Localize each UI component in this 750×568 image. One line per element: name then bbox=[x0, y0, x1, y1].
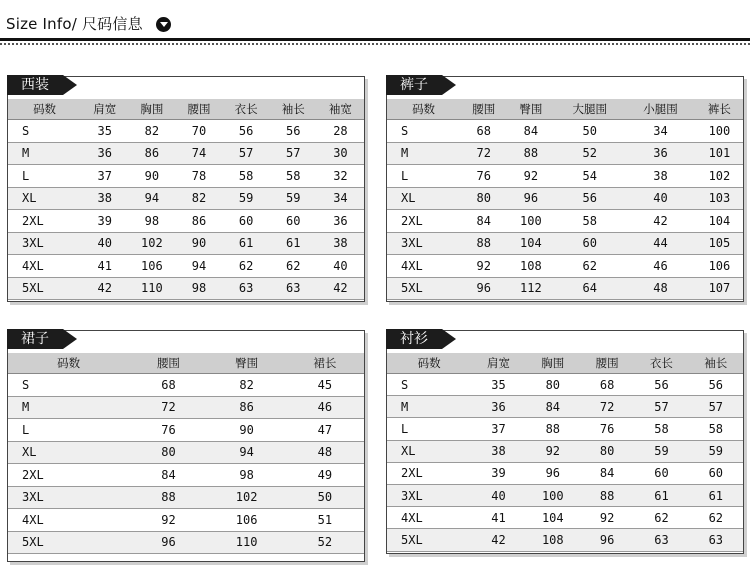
measurement-cell: 42 bbox=[471, 529, 525, 551]
measurement-cell: 92 bbox=[129, 509, 207, 532]
measurement-cell: 84 bbox=[526, 396, 580, 418]
shirt-size-panel bbox=[386, 330, 744, 554]
size-label-cell: L bbox=[8, 419, 129, 442]
measurement-cell: 110 bbox=[128, 277, 175, 300]
measurement-cell: 103 bbox=[696, 187, 743, 210]
pants-column-header: 腰围 bbox=[460, 99, 507, 120]
suit-size-panel bbox=[7, 76, 365, 302]
measurement-cell: 36 bbox=[625, 142, 696, 165]
measurement-cell: 84 bbox=[580, 462, 634, 484]
measurement-cell: 80 bbox=[526, 374, 580, 396]
suit-column-header: 码数 bbox=[8, 99, 81, 120]
header-divider bbox=[0, 38, 750, 41]
measurement-cell: 112 bbox=[507, 277, 554, 300]
measurement-cell: 64 bbox=[554, 277, 625, 300]
table-row bbox=[387, 418, 743, 440]
table-row bbox=[8, 210, 364, 233]
table-row bbox=[8, 464, 364, 487]
measurement-cell: 40 bbox=[81, 232, 128, 255]
measurement-cell: 40 bbox=[317, 255, 364, 278]
size-label-cell: XL bbox=[8, 187, 81, 210]
pants-column-header: 裤长 bbox=[696, 99, 743, 120]
measurement-cell: 62 bbox=[634, 507, 688, 529]
measurement-cell: 94 bbox=[208, 441, 286, 464]
table-row bbox=[387, 120, 743, 143]
size-label-cell: S bbox=[387, 120, 460, 143]
size-label-cell: 3XL bbox=[8, 232, 81, 255]
table-row bbox=[8, 277, 364, 300]
size-label-cell: 4XL bbox=[8, 509, 129, 532]
measurement-cell: 104 bbox=[507, 232, 554, 255]
measurement-cell: 106 bbox=[208, 509, 286, 532]
measurement-cell: 80 bbox=[580, 440, 634, 462]
table-row bbox=[8, 419, 364, 442]
suit-column-header: 衣长 bbox=[223, 99, 270, 120]
size-label-cell: S bbox=[387, 374, 471, 396]
measurement-cell: 94 bbox=[175, 255, 222, 278]
suit-column-header: 肩宽 bbox=[81, 99, 128, 120]
suit-column-header: 腰围 bbox=[175, 99, 222, 120]
measurement-cell: 56 bbox=[270, 120, 317, 143]
size-label-cell: 5XL bbox=[8, 277, 81, 300]
pants-size-table bbox=[387, 99, 743, 300]
shirt-size-table bbox=[387, 353, 743, 552]
measurement-cell: 48 bbox=[286, 441, 364, 464]
measurement-cell: 107 bbox=[696, 277, 743, 300]
table-row bbox=[387, 440, 743, 462]
table-row bbox=[8, 374, 364, 397]
measurement-cell: 47 bbox=[286, 419, 364, 442]
pants-column-header: 大腿围 bbox=[554, 99, 625, 120]
measurement-cell: 42 bbox=[81, 277, 128, 300]
suit-column-header: 胸围 bbox=[128, 99, 175, 120]
measurement-cell: 35 bbox=[81, 120, 128, 143]
measurement-cell: 61 bbox=[689, 484, 743, 506]
measurement-cell: 72 bbox=[580, 396, 634, 418]
table-row bbox=[387, 484, 743, 506]
measurement-cell: 52 bbox=[286, 531, 364, 554]
measurement-cell: 38 bbox=[81, 187, 128, 210]
measurement-cell: 78 bbox=[175, 165, 222, 188]
page-title: Size Info/ 尺码信息 bbox=[6, 15, 143, 33]
suit-column-header: 袖长 bbox=[270, 99, 317, 120]
measurement-cell: 98 bbox=[175, 277, 222, 300]
size-label-cell: 2XL bbox=[8, 210, 81, 233]
table-row bbox=[387, 529, 743, 551]
measurement-cell: 41 bbox=[471, 507, 525, 529]
measurement-cell: 92 bbox=[507, 165, 554, 188]
measurement-cell: 100 bbox=[507, 210, 554, 233]
skirt-column-header: 裙长 bbox=[286, 353, 364, 374]
measurement-cell: 59 bbox=[634, 440, 688, 462]
measurement-cell: 62 bbox=[223, 255, 270, 278]
measurement-cell: 59 bbox=[270, 187, 317, 210]
measurement-cell: 82 bbox=[208, 374, 286, 397]
measurement-cell: 42 bbox=[317, 277, 364, 300]
measurement-cell: 101 bbox=[696, 142, 743, 165]
size-label-cell: XL bbox=[8, 441, 129, 464]
measurement-cell: 57 bbox=[270, 142, 317, 165]
measurement-cell: 44 bbox=[625, 232, 696, 255]
measurement-cell: 84 bbox=[507, 120, 554, 143]
skirt-column-header: 码数 bbox=[8, 353, 129, 374]
measurement-cell: 34 bbox=[625, 120, 696, 143]
skirt-column-header: 臀围 bbox=[208, 353, 286, 374]
shirt-column-header: 衣长 bbox=[634, 353, 688, 374]
size-label-cell: S bbox=[8, 374, 129, 397]
measurement-cell: 98 bbox=[128, 210, 175, 233]
size-label-cell: 4XL bbox=[387, 507, 471, 529]
measurement-cell: 60 bbox=[223, 210, 270, 233]
measurement-cell: 54 bbox=[554, 165, 625, 188]
table-row bbox=[387, 374, 743, 396]
size-label-cell: 2XL bbox=[387, 462, 471, 484]
measurement-cell: 94 bbox=[128, 187, 175, 210]
table-row bbox=[387, 277, 743, 300]
measurement-cell: 45 bbox=[286, 374, 364, 397]
suit-column-header: 袖宽 bbox=[317, 99, 364, 120]
measurement-cell: 96 bbox=[507, 187, 554, 210]
measurement-cell: 90 bbox=[128, 165, 175, 188]
chevron-down-icon[interactable] bbox=[156, 17, 171, 32]
measurement-cell: 63 bbox=[270, 277, 317, 300]
table-row bbox=[387, 165, 743, 188]
measurement-cell: 104 bbox=[526, 507, 580, 529]
measurement-cell: 88 bbox=[460, 232, 507, 255]
skirt-size-table bbox=[8, 353, 364, 554]
measurement-cell: 68 bbox=[129, 374, 207, 397]
measurement-cell: 72 bbox=[460, 142, 507, 165]
measurement-cell: 96 bbox=[129, 531, 207, 554]
measurement-cell: 34 bbox=[317, 187, 364, 210]
measurement-cell: 68 bbox=[580, 374, 634, 396]
measurement-cell: 106 bbox=[128, 255, 175, 278]
size-label-cell: XL bbox=[387, 187, 460, 210]
size-label-cell: L bbox=[8, 165, 81, 188]
suit-panel-title: 西装 bbox=[7, 75, 63, 95]
measurement-cell: 52 bbox=[554, 142, 625, 165]
measurement-cell: 38 bbox=[625, 165, 696, 188]
measurement-cell: 58 bbox=[554, 210, 625, 233]
size-label-cell: 5XL bbox=[387, 277, 460, 300]
size-label-cell: M bbox=[387, 396, 471, 418]
measurement-cell: 100 bbox=[696, 120, 743, 143]
measurement-cell: 104 bbox=[696, 210, 743, 233]
shirt-column-header: 肩宽 bbox=[471, 353, 525, 374]
measurement-cell: 100 bbox=[526, 484, 580, 506]
measurement-cell: 59 bbox=[223, 187, 270, 210]
measurement-cell: 59 bbox=[689, 440, 743, 462]
measurement-cell: 86 bbox=[128, 142, 175, 165]
pants-column-header: 码数 bbox=[387, 99, 460, 120]
measurement-cell: 92 bbox=[526, 440, 580, 462]
measurement-cell: 51 bbox=[286, 509, 364, 532]
measurement-cell: 40 bbox=[471, 484, 525, 506]
measurement-cell: 30 bbox=[317, 142, 364, 165]
size-label-cell: M bbox=[387, 142, 460, 165]
shirt-column-header: 胸围 bbox=[526, 353, 580, 374]
measurement-cell: 35 bbox=[471, 374, 525, 396]
measurement-cell: 96 bbox=[526, 462, 580, 484]
size-label-cell: S bbox=[8, 120, 81, 143]
measurement-cell: 46 bbox=[286, 396, 364, 419]
measurement-cell: 56 bbox=[689, 374, 743, 396]
table-row bbox=[387, 396, 743, 418]
table-row bbox=[387, 462, 743, 484]
shirt-column-header: 腰围 bbox=[580, 353, 634, 374]
measurement-cell: 84 bbox=[460, 210, 507, 233]
table-row bbox=[8, 120, 364, 143]
table-row bbox=[387, 210, 743, 233]
measurement-cell: 60 bbox=[689, 462, 743, 484]
size-label-cell: 4XL bbox=[8, 255, 81, 278]
table-row bbox=[8, 396, 364, 419]
measurement-cell: 84 bbox=[129, 464, 207, 487]
skirt-size-panel bbox=[7, 330, 365, 562]
measurement-cell: 80 bbox=[460, 187, 507, 210]
shirt-column-header: 码数 bbox=[387, 353, 471, 374]
measurement-cell: 38 bbox=[317, 232, 364, 255]
measurement-cell: 46 bbox=[625, 255, 696, 278]
suit-size-table bbox=[8, 99, 364, 300]
size-label-cell: XL bbox=[387, 440, 471, 462]
measurement-cell: 36 bbox=[471, 396, 525, 418]
measurement-cell: 61 bbox=[223, 232, 270, 255]
measurement-cell: 98 bbox=[208, 464, 286, 487]
measurement-cell: 41 bbox=[81, 255, 128, 278]
measurement-cell: 74 bbox=[175, 142, 222, 165]
measurement-cell: 58 bbox=[634, 418, 688, 440]
pants-panel-title: 裤子 bbox=[386, 75, 442, 95]
shirt-panel-title: 衬衫 bbox=[386, 329, 442, 349]
measurement-cell: 60 bbox=[554, 232, 625, 255]
measurement-cell: 57 bbox=[634, 396, 688, 418]
table-row bbox=[387, 255, 743, 278]
size-label-cell: 5XL bbox=[8, 531, 129, 554]
measurement-cell: 102 bbox=[128, 232, 175, 255]
measurement-cell: 90 bbox=[208, 419, 286, 442]
measurement-cell: 42 bbox=[625, 210, 696, 233]
measurement-cell: 63 bbox=[223, 277, 270, 300]
size-label-cell: 3XL bbox=[8, 486, 129, 509]
size-label-cell: L bbox=[387, 418, 471, 440]
shirt-column-header: 袖长 bbox=[689, 353, 743, 374]
measurement-cell: 92 bbox=[460, 255, 507, 278]
table-row bbox=[387, 507, 743, 529]
measurement-cell: 61 bbox=[270, 232, 317, 255]
measurement-cell: 62 bbox=[554, 255, 625, 278]
measurement-cell: 76 bbox=[460, 165, 507, 188]
measurement-cell: 60 bbox=[634, 462, 688, 484]
measurement-cell: 88 bbox=[580, 484, 634, 506]
measurement-cell: 57 bbox=[689, 396, 743, 418]
measurement-cell: 28 bbox=[317, 120, 364, 143]
measurement-cell: 58 bbox=[689, 418, 743, 440]
size-label-cell: 2XL bbox=[8, 464, 129, 487]
table-row bbox=[8, 187, 364, 210]
measurement-cell: 63 bbox=[689, 529, 743, 551]
measurement-cell: 70 bbox=[175, 120, 222, 143]
measurement-cell: 60 bbox=[270, 210, 317, 233]
table-row bbox=[8, 142, 364, 165]
measurement-cell: 36 bbox=[81, 142, 128, 165]
measurement-cell: 86 bbox=[175, 210, 222, 233]
table-row bbox=[8, 486, 364, 509]
measurement-cell: 102 bbox=[696, 165, 743, 188]
pants-column-header: 臀围 bbox=[507, 99, 554, 120]
measurement-cell: 37 bbox=[81, 165, 128, 188]
measurement-cell: 58 bbox=[223, 165, 270, 188]
measurement-cell: 96 bbox=[460, 277, 507, 300]
measurement-cell: 39 bbox=[81, 210, 128, 233]
size-label-cell: 5XL bbox=[387, 529, 471, 551]
size-label-cell: 3XL bbox=[387, 232, 460, 255]
skirt-column-header: 腰围 bbox=[129, 353, 207, 374]
measurement-cell: 88 bbox=[507, 142, 554, 165]
table-row bbox=[387, 232, 743, 255]
table-row bbox=[387, 142, 743, 165]
measurement-cell: 96 bbox=[580, 529, 634, 551]
measurement-cell: 62 bbox=[689, 507, 743, 529]
measurement-cell: 108 bbox=[526, 529, 580, 551]
table-row bbox=[387, 187, 743, 210]
measurement-cell: 90 bbox=[175, 232, 222, 255]
measurement-cell: 88 bbox=[526, 418, 580, 440]
measurement-cell: 56 bbox=[634, 374, 688, 396]
measurement-cell: 57 bbox=[223, 142, 270, 165]
measurement-cell: 63 bbox=[634, 529, 688, 551]
size-label-cell: 3XL bbox=[387, 484, 471, 506]
measurement-cell: 58 bbox=[270, 165, 317, 188]
measurement-cell: 50 bbox=[286, 486, 364, 509]
measurement-cell: 76 bbox=[580, 418, 634, 440]
size-label-cell: M bbox=[8, 396, 129, 419]
measurement-cell: 62 bbox=[270, 255, 317, 278]
table-row bbox=[8, 255, 364, 278]
measurement-cell: 56 bbox=[554, 187, 625, 210]
measurement-cell: 82 bbox=[175, 187, 222, 210]
table-row bbox=[8, 531, 364, 554]
measurement-cell: 110 bbox=[208, 531, 286, 554]
size-label-cell: 2XL bbox=[387, 210, 460, 233]
measurement-cell: 36 bbox=[317, 210, 364, 233]
measurement-cell: 76 bbox=[129, 419, 207, 442]
measurement-cell: 38 bbox=[471, 440, 525, 462]
measurement-cell: 102 bbox=[208, 486, 286, 509]
pants-column-header: 小腿围 bbox=[625, 99, 696, 120]
measurement-cell: 105 bbox=[696, 232, 743, 255]
measurement-cell: 50 bbox=[554, 120, 625, 143]
measurement-cell: 92 bbox=[580, 507, 634, 529]
measurement-cell: 80 bbox=[129, 441, 207, 464]
measurement-cell: 56 bbox=[223, 120, 270, 143]
measurement-cell: 72 bbox=[129, 396, 207, 419]
size-label-cell: L bbox=[387, 165, 460, 188]
header-dotted-divider bbox=[0, 43, 750, 45]
measurement-cell: 49 bbox=[286, 464, 364, 487]
table-row bbox=[8, 509, 364, 532]
size-label-cell: M bbox=[8, 142, 81, 165]
measurement-cell: 32 bbox=[317, 165, 364, 188]
measurement-cell: 86 bbox=[208, 396, 286, 419]
pants-size-panel bbox=[386, 76, 744, 302]
table-row bbox=[8, 441, 364, 464]
measurement-cell: 68 bbox=[460, 120, 507, 143]
measurement-cell: 37 bbox=[471, 418, 525, 440]
measurement-cell: 48 bbox=[625, 277, 696, 300]
measurement-cell: 40 bbox=[625, 187, 696, 210]
measurement-cell: 61 bbox=[634, 484, 688, 506]
table-row bbox=[8, 232, 364, 255]
table-row bbox=[8, 165, 364, 188]
measurement-cell: 82 bbox=[128, 120, 175, 143]
size-label-cell: 4XL bbox=[387, 255, 460, 278]
measurement-cell: 106 bbox=[696, 255, 743, 278]
measurement-cell: 108 bbox=[507, 255, 554, 278]
measurement-cell: 39 bbox=[471, 462, 525, 484]
measurement-cell: 88 bbox=[129, 486, 207, 509]
skirt-panel-title: 裙子 bbox=[7, 329, 63, 349]
